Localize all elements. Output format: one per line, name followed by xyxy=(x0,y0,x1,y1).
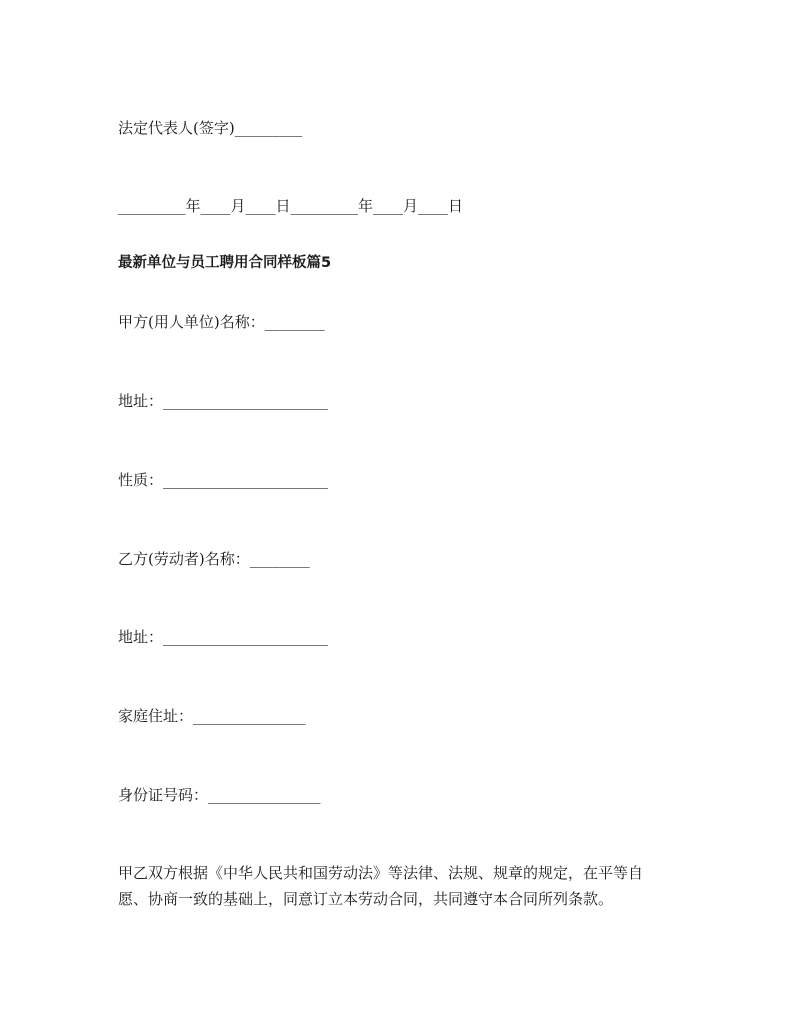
paragraph-line-1: 甲乙双方根据《中华人民共和国劳动法》等法律、法规、规章的规定，在平等自 xyxy=(118,864,644,882)
party-b-address-field: 地址：______________________ xyxy=(118,628,329,646)
date-line: _________年____月____日_________年____月____日 xyxy=(118,197,464,215)
paragraph-line-2: 愿、协商一致的基础上，同意订立本劳动合同，共同遵守本合同所列条款。 xyxy=(118,890,614,908)
party-a-address-field: 地址：______________________ xyxy=(118,392,329,410)
home-address-field: 家庭住址：_______________ xyxy=(118,707,306,725)
legal-representative-signature-line: 法定代表人(签字)_________ xyxy=(118,119,303,137)
party-b-name-field: 乙方(劳动者)名称：________ xyxy=(118,550,310,568)
section-heading: 最新单位与员工聘用合同样板篇5 xyxy=(118,255,332,271)
party-a-name-field: 甲方(用人单位)名称：________ xyxy=(118,313,325,331)
contract-preamble-paragraph xyxy=(118,860,678,912)
id-number-field: 身份证号码：_______________ xyxy=(118,786,321,804)
party-a-nature-field: 性质：______________________ xyxy=(118,471,329,489)
